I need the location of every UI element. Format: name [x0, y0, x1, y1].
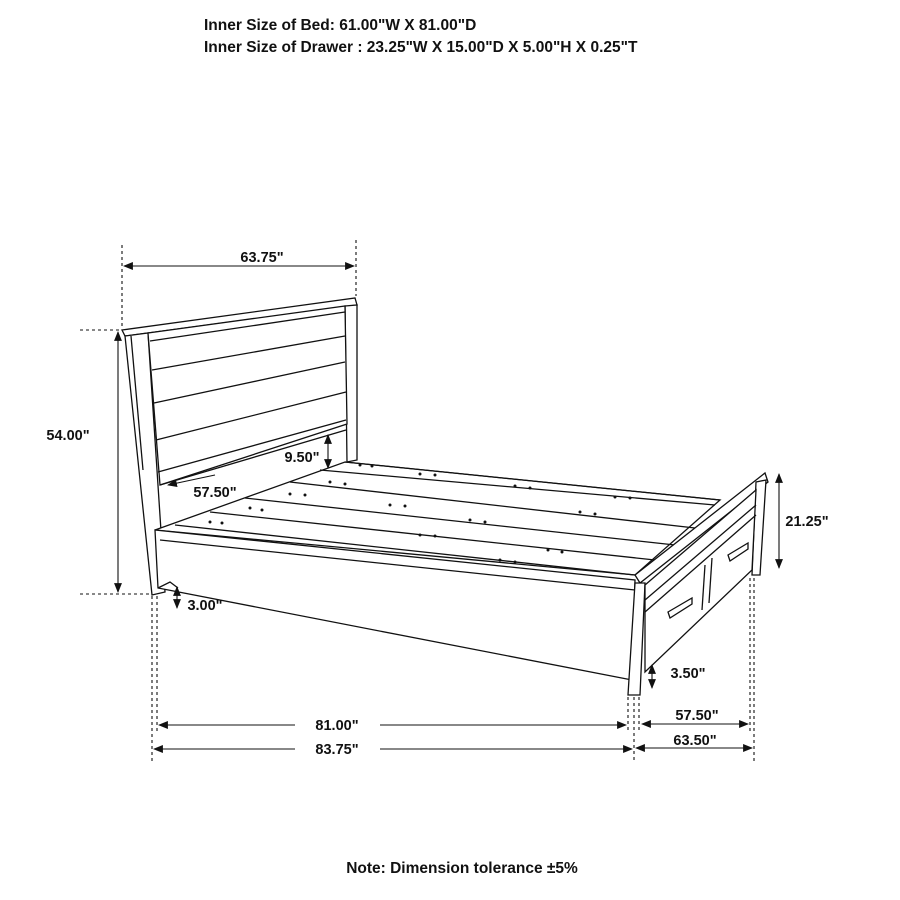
inner-drawer-size: Inner Size of Drawer : 23.25"W X 15.00"D X 5.00"H X 0.25"T	[204, 39, 638, 56]
inner-bed-size: Inner Size of Bed: 61.00"W X 81.00"D	[204, 17, 477, 34]
headboard-height-label: 54.00"	[46, 428, 90, 444]
footboard-clearance-label: 3.50"	[670, 666, 706, 682]
inner-length-label: 81.00"	[315, 718, 359, 734]
side-rail-clearance-label: 3.00"	[187, 598, 223, 614]
tolerance-note: Note: Dimension tolerance ±5%	[346, 860, 578, 877]
inner-width-label: 57.50"	[675, 708, 719, 724]
headboard-inner-width-label: 57.50"	[193, 485, 237, 501]
headboard-lower-panel-label: 9.50"	[284, 450, 320, 466]
overall-length-label: 83.75"	[315, 742, 359, 758]
overall-width-label: 63.50"	[673, 733, 717, 749]
footboard-height-label: 21.25"	[785, 514, 829, 530]
headboard-width-label: 63.75"	[240, 250, 284, 266]
